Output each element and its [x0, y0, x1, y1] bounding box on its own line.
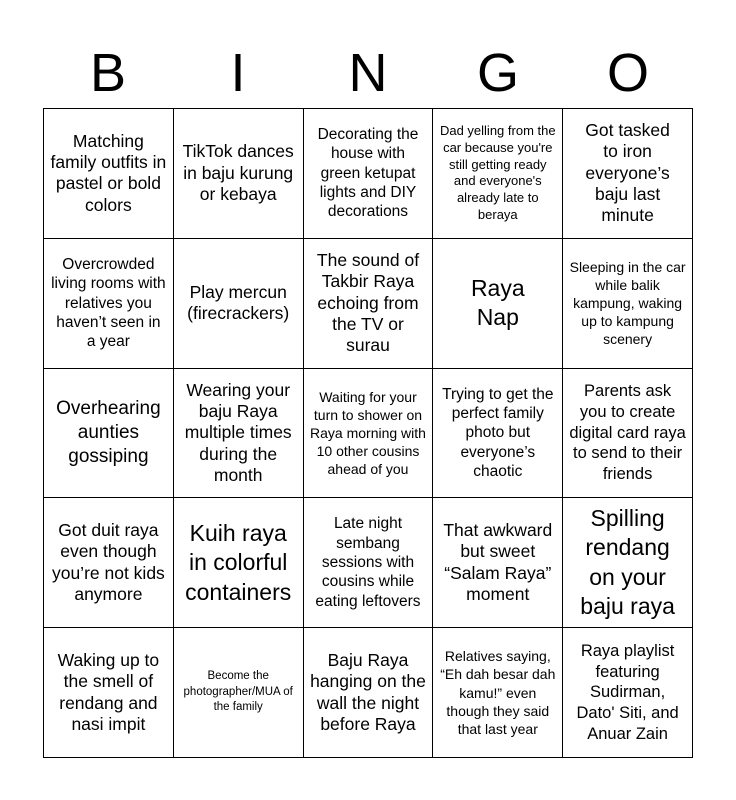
header-letter-o: O — [606, 43, 649, 103]
bingo-cell-r1c4[interactable] — [433, 109, 563, 239]
bingo-cell-r5c5[interactable] — [563, 628, 693, 758]
cell-text: Matching family outfits in pastel or bold colors — [50, 130, 167, 215]
cell-text: That awkward but sweet “Salam Raya” moment — [443, 520, 553, 605]
bingo-cell-r4c4[interactable] — [433, 498, 563, 628]
bingo-cell-r3c3[interactable] — [304, 369, 434, 499]
bingo-cell-r3c2[interactable] — [174, 369, 304, 499]
cell-text: Raya Nap — [470, 274, 525, 331]
bingo-cell-r3c1[interactable] — [44, 369, 174, 499]
bingo-cell-r5c1[interactable] — [44, 628, 174, 758]
cell-text: Got tasked to iron everyone’s baju last minute — [585, 120, 670, 226]
bingo-cell-r1c2[interactable] — [174, 109, 304, 239]
bingo-cell-r5c2[interactable] — [174, 628, 304, 758]
cell-text: Wearing your baju Raya multiple times during the month — [184, 379, 292, 485]
bingo-cell-r2c4[interactable] — [433, 239, 563, 369]
bingo-cell-r4c1[interactable] — [44, 498, 174, 628]
header-letter-i: I — [230, 43, 246, 103]
bingo-cell-r2c5[interactable] — [563, 239, 693, 369]
cell-text: TikTok dances in baju kurung or kebaya — [182, 141, 294, 205]
cell-text: Overhearing aunties gossiping — [56, 398, 161, 467]
cell-text: Late night sembang sessions with cousins while eating leftovers — [315, 515, 421, 610]
cell-text: Baju Raya hanging on the wall the night before Raya — [310, 649, 426, 734]
bingo-cell-r1c3[interactable] — [304, 109, 434, 239]
bingo-header — [43, 40, 693, 106]
cell-text: Become the photographer/MUA of the family — [183, 670, 293, 714]
bingo-cell-r4c3[interactable] — [304, 498, 434, 628]
bingo-board — [43, 108, 693, 758]
bingo-cell-r1c1[interactable] — [44, 109, 174, 239]
bingo-cell-r1c5[interactable] — [563, 109, 693, 239]
bingo-cell-r2c3[interactable] — [304, 239, 434, 369]
bingo-cell-r3c4[interactable] — [433, 369, 563, 499]
cell-text: Overcrowded living rooms with relatives you haven’t seen in a year — [51, 255, 166, 351]
cell-text: Relatives saying, “Eh dah besar dah kamu!” even though they said that last year — [440, 648, 556, 737]
cell-text: Trying to get the perfect family photo but everyone’s chaotic — [442, 385, 554, 481]
header-letter-g: G — [476, 43, 519, 103]
bingo-cell-r3c5[interactable] — [563, 369, 693, 499]
cell-text: The sound of Takbir Raya echoing from the TV or surau — [316, 249, 420, 356]
header-letter-b: B — [89, 43, 127, 103]
bingo-cell-r2c2[interactable] — [174, 239, 304, 369]
header-letter-n: N — [348, 43, 388, 103]
cell-text: Raya playlist featuring Sudirman, Dato' Siti, and Anuar Zain — [576, 642, 679, 743]
cell-text: Decorating the house with green ketupat lights and DIY decorations — [317, 125, 419, 221]
bingo-cell-r2c1[interactable] — [44, 239, 174, 369]
cell-text: Kuih raya in colorful containers — [185, 519, 292, 605]
cell-text: Spilling rendang on your baju raya — [580, 504, 675, 620]
cell-text: Sleeping in the car while balik kampung, waking up to kampung scenery — [569, 258, 686, 348]
cell-text: Play mercun (firecrackers) — [187, 281, 290, 324]
bingo-cell-r5c3[interactable] — [304, 628, 434, 758]
cell-text: Parents ask you to create digital card raya to send to their friends — [569, 382, 686, 483]
cell-text: Dad yelling from the car because you're still getting ready and everyone's already late to beraya — [439, 122, 556, 223]
cell-text: Waiting for your turn to shower on Raya morning with 10 other cousins ahead of you — [310, 388, 426, 478]
bingo-cell-r4c2[interactable] — [174, 498, 304, 628]
bingo-cell-r4c5[interactable] — [563, 498, 693, 628]
cell-text: Waking up to the smell of rendang and nasi impit — [57, 649, 160, 734]
bingo-cell-r5c4[interactable] — [433, 628, 563, 758]
cell-text: Got duit raya even though you’re not kids anymore — [51, 520, 165, 605]
